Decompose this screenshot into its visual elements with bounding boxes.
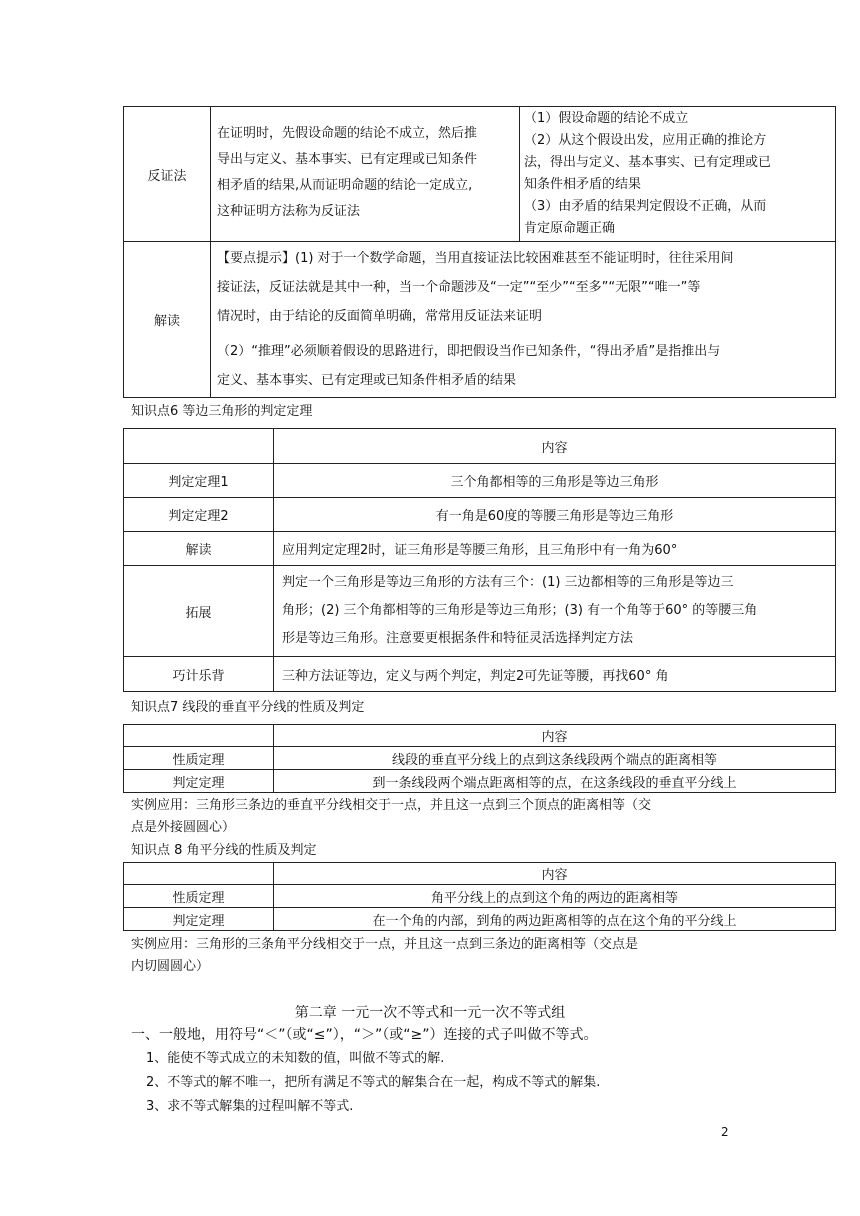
k6-r2-value: 有一角是60度的等腰三角形是等边三角形	[274, 498, 836, 532]
k7-title: 知识点7 线段的垂直平分线的性质及判定	[131, 700, 365, 715]
k8-note-1: 实例应用：三角形的三条角平分线相交于一点，并且这一点到三条边的距离相等（交点是	[131, 937, 639, 952]
k6-r3-head: 解读	[124, 532, 274, 566]
row-head-jiedu: 解读	[124, 242, 211, 398]
chapter-item-1: 1、能使不等式成立的未知数的值，叫做不等式的解.	[146, 1051, 445, 1066]
chapter-item-3: 3、求不等式解集的过程叫解不等式.	[146, 1099, 354, 1114]
k8-header: 内容	[274, 863, 836, 885]
k6-table	[123, 428, 836, 692]
k6-r4-value: 判定一个三角形是等边三角形的方法有三个：(1) 三边都相等的三角形是等边三 角形；(2) 三个角都相等的三角形是等边三角形；(3) 有一个角等于60° 的等腰三角 形是等边三角形。注意要更根据条件和特征灵活选择判定方法	[274, 566, 836, 657]
row-head-fanzheng: 反证法	[124, 107, 211, 242]
k8-r1-value: 角平分线上的点到这个角的两边的距离相等	[274, 885, 836, 908]
k7-r2-head: 判定定理	[124, 770, 274, 793]
k8-r1-head: 性质定理	[124, 885, 274, 908]
k8-note-2: 内切圆圆心）	[131, 959, 210, 974]
fanzheng-definition: 在证明时，先假设命题的结论不成立，然后推 导出与定义、基本事实、已有定理或已知条件 相矛盾的结果,从而证明命题的结论一定成立, 这种证明方法称为反证法	[211, 107, 520, 242]
k7-r1-head: 性质定理	[124, 747, 274, 770]
k6-r3-value: 应用判定定理2时，证三角形是等腰三角形，且三角形中有一角为60°	[274, 532, 836, 566]
k6-header: 内容	[274, 429, 836, 464]
k6-r4-head: 拓展	[124, 566, 274, 657]
k6-r1-head: 判定定理1	[124, 464, 274, 498]
k6-r1-value: 三个角都相等的三角形是等边三角形	[274, 464, 836, 498]
k7-header: 内容	[274, 725, 836, 747]
jiedu-content: 【要点提示】(1) 对于一个数学命题，当用直接证法比较困难甚至不能证明时，往往采用间 接证法，反证法就是其中一种，当一个命题涉及“一定”“至少”“至多”“无限”“唯一”等 情况时，由于结论的反面简单明确，常常用反证法来证明 （2）“推理”必须顺着假设的思路进行，即把假设当作已知条件，“得出矛盾”是指推出与 定义、基本事实、已有定理或已知条件相矛盾的结果	[211, 242, 836, 398]
k7-note-2: 点是外接圆圆心）	[131, 820, 236, 835]
page-number: 2	[721, 1125, 729, 1139]
k7-table	[123, 724, 836, 793]
fanzheng-steps: （1）假设命题的结论不成立 （2）从这个假设出发，应用正确的推论方 法，得出与定义、基本事实、已有定理或已 知条件相矛盾的结果 （3）由矛盾的结果判定假设不正确，从而 肯定原命题正确	[520, 107, 836, 242]
k6-r2-head: 判定定理2	[124, 498, 274, 532]
chapter-item-2: 2、不等式的解不唯一，把所有满足不等式的解集合在一起，构成不等式的解集.	[146, 1075, 601, 1090]
k8-title: 知识点 8 角平分线的性质及判定	[131, 843, 317, 858]
k6-r5-value: 三种方法证等边，定义与两个判定，判定2可先证等腰，再找60° 角	[274, 657, 836, 692]
chapter-title: 第二章 一元一次不等式和一元一次不等式组	[294, 1005, 566, 1021]
chapter-definition: 一、一般地，用符号“＜”（或“≤”），“＞”（或“≥”）连接的式子叫做不等式。	[131, 1027, 598, 1043]
k7-r1-value: 线段的垂直平分线上的点到这条线段两个端点的距离相等	[274, 747, 836, 770]
k8-r2-value: 在一个角的内部，到角的两边距离相等的点在这个角的平分线上	[274, 908, 836, 931]
k7-note-1: 实例应用：三角形三条边的垂直平分线相交于一点，并且这一点到三个顶点的距离相等（交	[131, 798, 652, 813]
k8-table	[123, 862, 836, 931]
proof-by-contradiction-table	[123, 106, 836, 398]
k8-r2-head: 判定定理	[124, 908, 274, 931]
k7-r2-value: 到一条线段两个端点距离相等的点，在这条线段的垂直平分线上	[274, 770, 836, 793]
k6-r5-head: 巧计乐背	[124, 657, 274, 692]
k6-title: 知识点6 等边三角形的判定定理	[131, 404, 313, 419]
